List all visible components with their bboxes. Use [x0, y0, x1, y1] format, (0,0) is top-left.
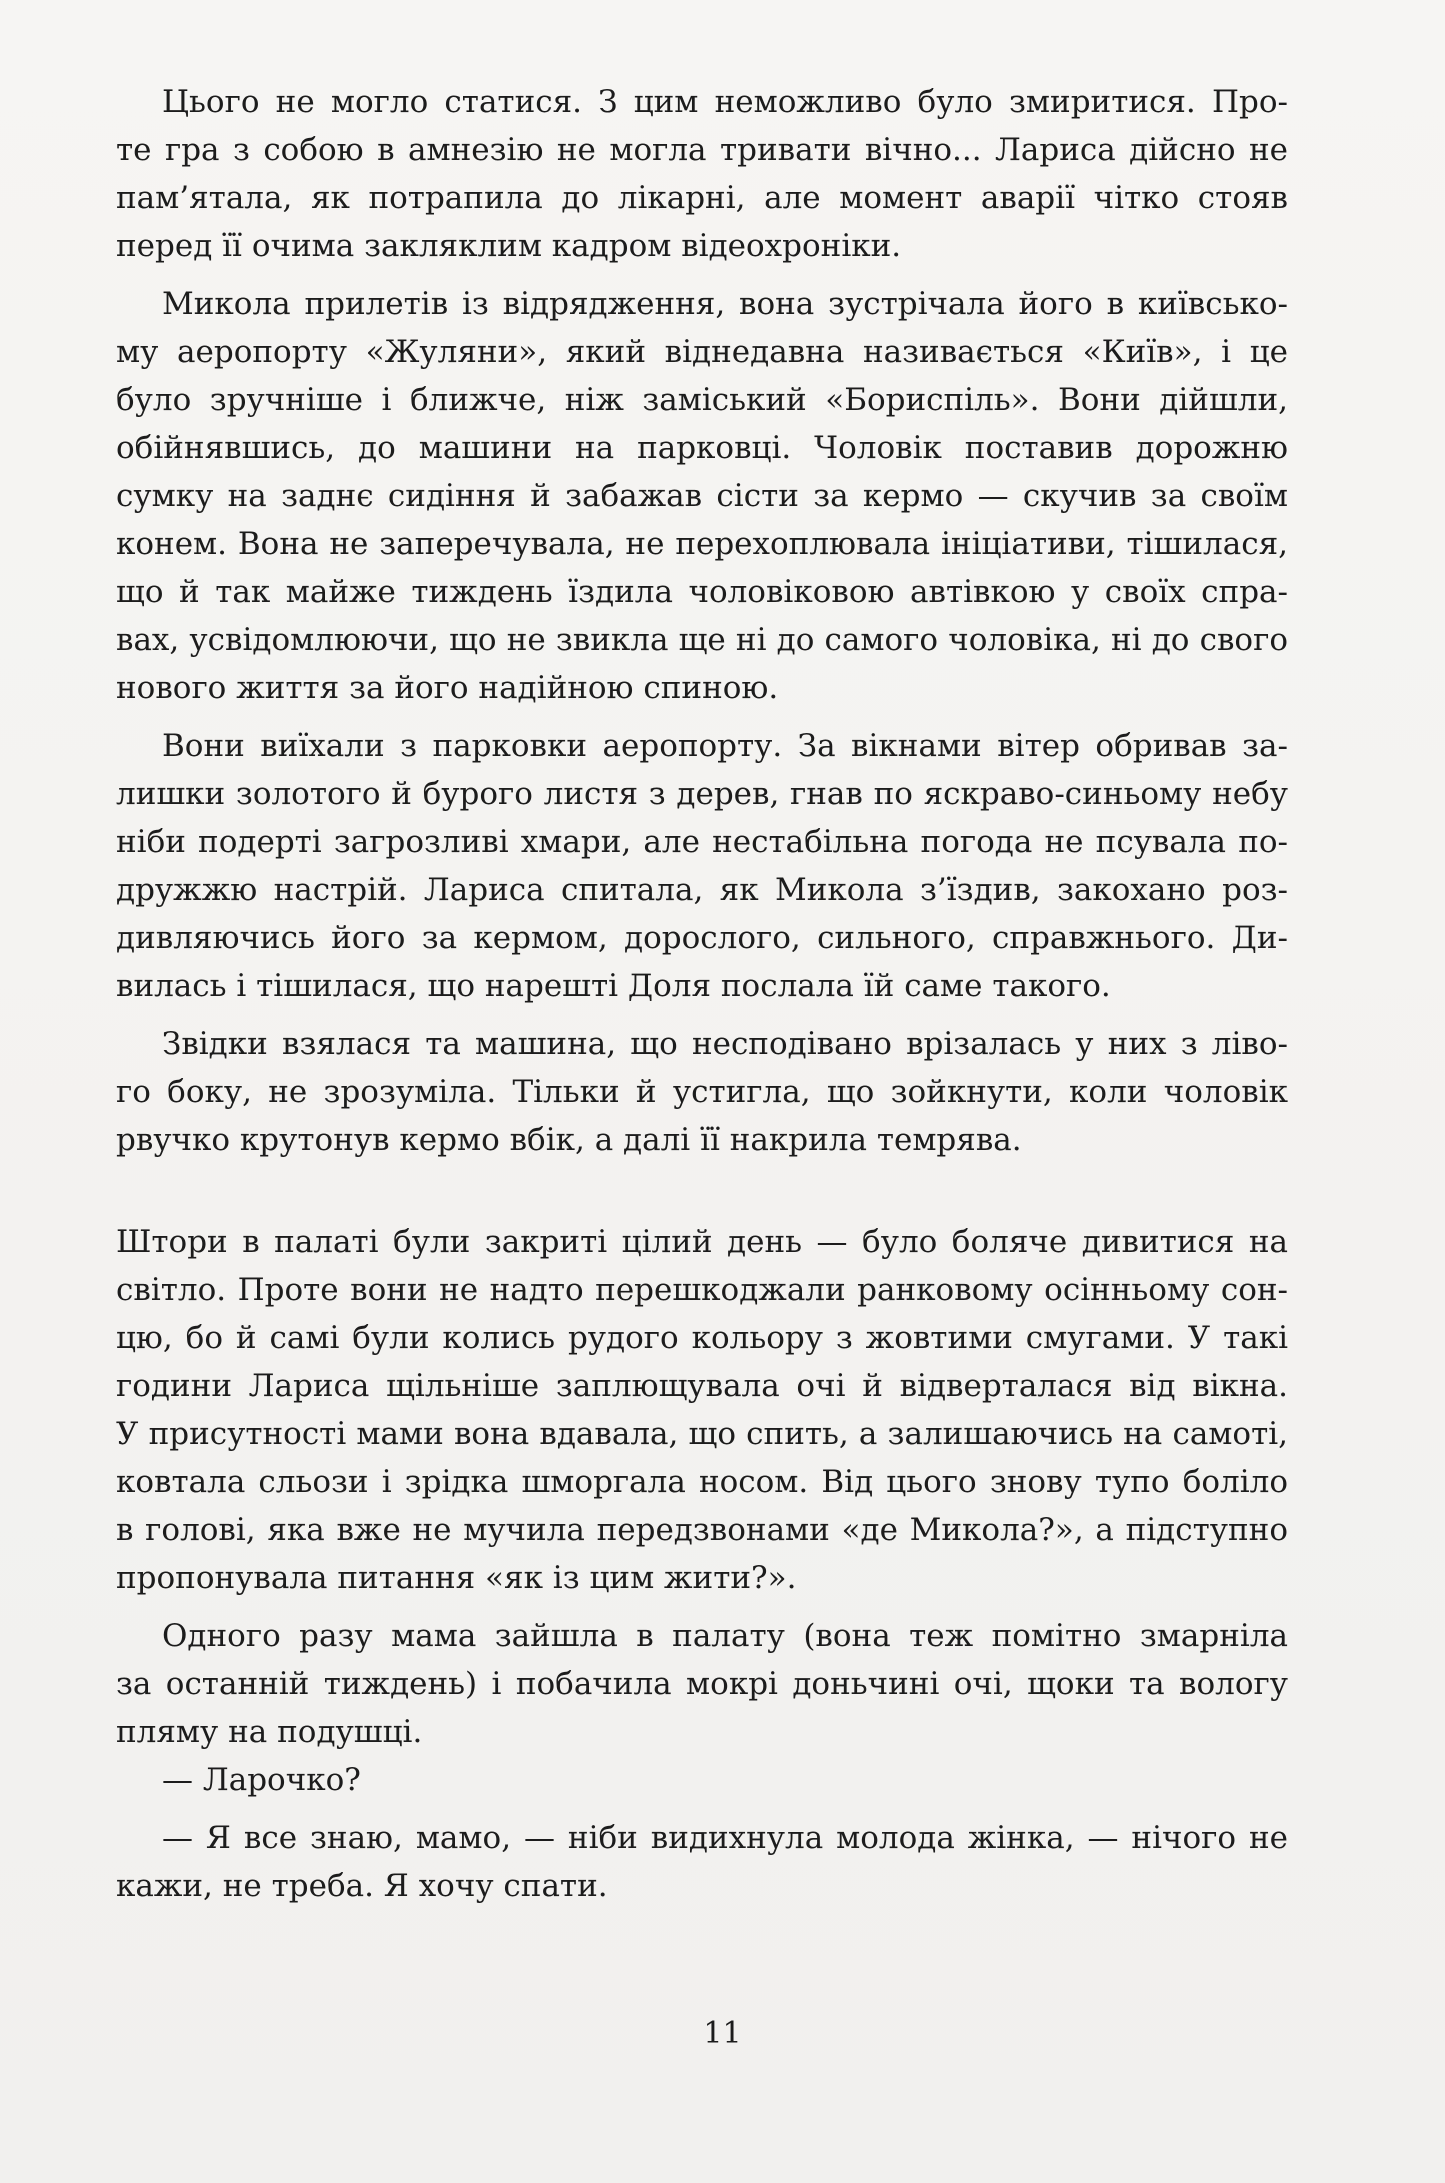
paragraph	[116, 1218, 1288, 1602]
text-line: дивляючись його за кермом, дорослого, сильного, справжнього. Ди-	[116, 920, 1288, 956]
text-line: Цього не могло статися. З цим неможливо було змиритися. Про-	[162, 84, 1288, 120]
text-line: кажи, не треба. Я хочу спати.	[116, 1868, 608, 1904]
text-line: Микола прилетів із відрядження, вона зустрічала його в київсько-	[162, 286, 1288, 322]
text-line: перед її очима закляклим кадром відеохроніки.	[116, 228, 902, 264]
text-line: обійнявшись, до машини на парковці. Чоловік поставив дорожню	[116, 430, 1288, 466]
paragraph	[116, 280, 1288, 712]
text-line: те гра з собою в амнезію не могла тривати вічно... Лариса дійсно не	[116, 132, 1288, 168]
dialogue-line	[116, 1756, 1288, 1804]
text-line: пам’ятала, як потрапила до лікарні, але момент аварії чітко стояв	[116, 180, 1288, 216]
paragraph	[116, 1020, 1288, 1164]
text-line: Штори в палаті були закриті цілий день — було боляче дивитися на	[116, 1224, 1288, 1260]
text-line: Одного разу мама зайшла в палату (вона теж помітно змарніла	[162, 1618, 1288, 1654]
text-line: ковтала сльози і зрідка шморгала носом. Від цього знову тупо боліло	[116, 1464, 1288, 1500]
text-line: рвучко крутонув кермо вбік, а далі її накрила темрява.	[116, 1122, 1022, 1158]
text-line: лишки золотого й бурого листя з дерев, гнав по яскраво-синьому небу	[116, 776, 1288, 812]
text-line: було зручніше і ближче, ніж заміський «Бориспіль». Вони дійшли,	[116, 382, 1288, 418]
text-line: Звідки взялася та машина, що несподівано врізалась у них з ліво-	[162, 1026, 1288, 1062]
text-line: — Я все знаю, мамо, — ніби видихнула молода жінка, — нічого не	[162, 1820, 1288, 1856]
text-line: в голові, яка вже не мучила передзвонами «де Микола?», а підступно	[116, 1512, 1288, 1548]
body-text	[116, 78, 1288, 1910]
paragraph	[116, 78, 1288, 270]
text-line: — Ларочко?	[162, 1762, 361, 1798]
text-line: пляму на подушці.	[116, 1714, 423, 1750]
text-line: дружжю настрій. Лариса спитала, як Микола з’їздив, закохано роз-	[116, 872, 1288, 908]
paragraph	[116, 722, 1288, 1010]
text-line: нового життя за його надійною спиною.	[116, 670, 779, 706]
text-line: конем. Вона не заперечувала, не перехоплювала ініціативи, тішилася,	[116, 526, 1288, 562]
text-line: вилась і тішилася, що нарешті Доля послала їй саме такого.	[116, 968, 1111, 1004]
text-line: пропонувала питання «як із цим жити?».	[116, 1560, 797, 1596]
text-line: світло. Проте вони не надто перешкоджали ранковому осінньому сон-	[116, 1272, 1288, 1308]
text-line: го боку, не зрозуміла. Тільки й устигла, що зойкнути, коли чоловік	[116, 1074, 1288, 1110]
text-line: цю, бо й самі були колись рудого кольору з жовтими смугами. У такі	[116, 1320, 1288, 1356]
text-line: сумку на заднє сидіння й забажав сісти за кермо — скучив за своїм	[116, 478, 1288, 514]
text-line: що й так майже тиждень їздила чоловіковою автівкою у своїх спра-	[116, 574, 1288, 610]
dialogue-line	[116, 1814, 1288, 1910]
text-line: вах, усвідомлюючи, що не звикла ще ні до самого чоловіка, ні до свого	[116, 622, 1288, 658]
text-line: за останній тиждень) і побачила мокрі доньчині очі, щоки та вологу	[116, 1666, 1288, 1702]
text-line: Вони виїхали з парковки аеропорту. За вікнами вітер обривав за-	[162, 728, 1288, 764]
text-line: У присутності мами вона вдавала, що спить, а залишаючись на самоті,	[116, 1416, 1288, 1452]
text-line: му аеропорту «Жуляни», який віднедавна називається «Київ», і це	[116, 334, 1288, 370]
page-number: 11	[703, 2016, 742, 2051]
text-line: години Лариса щільніше заплющувала очі й відверталася від вікна.	[116, 1368, 1288, 1404]
text-line: ніби подерті загрозливі хмари, але нестабільна погода не псувала по-	[116, 824, 1288, 860]
paragraph	[116, 1612, 1288, 1756]
